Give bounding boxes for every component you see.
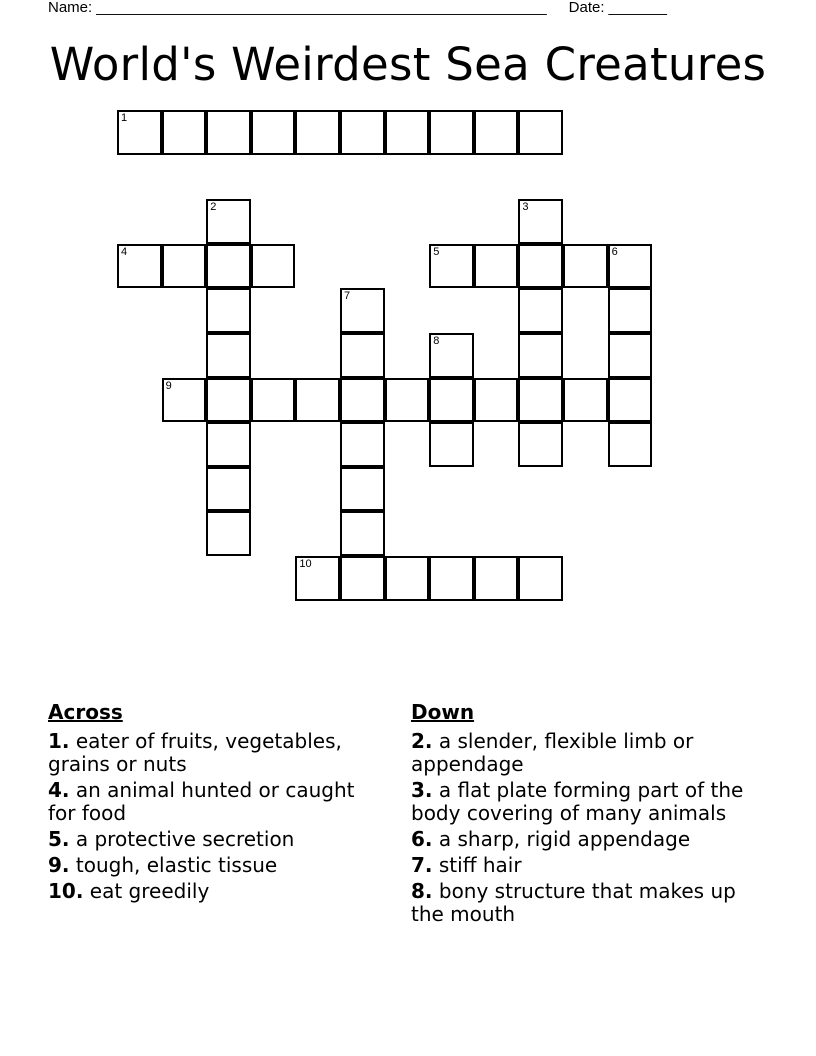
- cell-number: 9: [165, 379, 172, 392]
- clue-number: 10.: [48, 879, 84, 903]
- grid-cell[interactable]: [206, 422, 251, 467]
- grid-cell[interactable]: [251, 244, 296, 289]
- clue-across-9: [48, 854, 388, 877]
- clue-text: a protective secretion: [75, 827, 295, 851]
- clue-down-2: [411, 730, 751, 776]
- clue-across-4: [48, 779, 388, 825]
- grid-cell[interactable]: [518, 244, 563, 289]
- grid-cell[interactable]: [429, 244, 474, 289]
- grid-cell[interactable]: [608, 288, 653, 333]
- grid-cell[interactable]: [385, 556, 430, 601]
- clue-down-7: [411, 854, 751, 877]
- cell-number: 4: [121, 245, 128, 258]
- grid-cell[interactable]: [162, 244, 207, 289]
- clue-across-1: [48, 730, 388, 776]
- clue-number: 1.: [48, 729, 70, 753]
- grid-cell[interactable]: [117, 244, 162, 289]
- clue-down-3: [411, 779, 751, 825]
- page-title: World's Weirdest Sea Creatures: [49, 38, 767, 91]
- clue-number: 4.: [48, 778, 70, 802]
- grid-cell[interactable]: [206, 110, 251, 155]
- grid-cell[interactable]: [608, 422, 653, 467]
- date-blank[interactable]: _______: [608, 0, 667, 16]
- grid-cell[interactable]: [429, 110, 474, 155]
- cell-number: 3: [522, 201, 529, 214]
- clue-number: 5.: [48, 827, 70, 851]
- grid-cell[interactable]: [117, 110, 162, 155]
- clue-across-5: [48, 828, 388, 851]
- date-label: Date:: [568, 0, 605, 16]
- grid-cell[interactable]: [385, 378, 430, 423]
- grid-cell[interactable]: [340, 333, 385, 378]
- grid-cell[interactable]: [295, 110, 340, 155]
- grid-cell[interactable]: [206, 511, 251, 556]
- grid-cell[interactable]: [563, 244, 608, 289]
- grid-cell[interactable]: [251, 110, 296, 155]
- grid-cell[interactable]: [608, 378, 653, 423]
- clue-number: 6.: [411, 827, 433, 851]
- grid-cell[interactable]: [518, 422, 563, 467]
- grid-cell[interactable]: [206, 244, 251, 289]
- clue-text: an animal hunted or caught for food: [48, 778, 355, 825]
- grid-cell[interactable]: [518, 556, 563, 601]
- grid-cell[interactable]: [518, 199, 563, 244]
- clue-text: tough, elastic tissue: [75, 853, 278, 877]
- clue-across-10: [48, 880, 388, 903]
- grid-cell[interactable]: [340, 511, 385, 556]
- grid-cell[interactable]: [340, 378, 385, 423]
- grid-cell[interactable]: [206, 288, 251, 333]
- down-clues: [411, 701, 751, 929]
- grid-cell[interactable]: [206, 467, 251, 512]
- cell-number: 2: [210, 201, 217, 214]
- clue-text: eater of fruits, vegetables, grains or nuts: [48, 729, 342, 776]
- clue-down-8: [411, 880, 751, 926]
- grid-cell[interactable]: [162, 110, 207, 155]
- grid-cell[interactable]: [474, 378, 519, 423]
- grid-cell[interactable]: [295, 556, 340, 601]
- grid-cell[interactable]: [474, 244, 519, 289]
- down-heading: Down: [411, 700, 475, 724]
- cell-number: 1: [121, 112, 128, 124]
- grid-cell[interactable]: [206, 333, 251, 378]
- grid-cell[interactable]: [206, 199, 251, 244]
- grid-cell[interactable]: [162, 378, 207, 423]
- clue-number: 9.: [48, 853, 70, 877]
- grid-cell[interactable]: [340, 110, 385, 155]
- across-clues: [48, 701, 388, 906]
- name-blank[interactable]: ______________________________________________________: [96, 0, 547, 16]
- clue-text: a slender, flexible limb or appendage: [411, 729, 694, 776]
- grid-cell[interactable]: [429, 556, 474, 601]
- clue-text: bony structure that makes up the mouth: [411, 879, 736, 926]
- grid-cell[interactable]: [518, 110, 563, 155]
- clue-text: eat greedily: [89, 879, 210, 903]
- clue-number: 3.: [411, 778, 433, 802]
- grid-cell[interactable]: [474, 556, 519, 601]
- grid-cell[interactable]: [295, 378, 340, 423]
- clue-text: stiff hair: [438, 853, 522, 877]
- grid-cell[interactable]: [206, 378, 251, 423]
- grid-cell[interactable]: [429, 378, 474, 423]
- grid-cell[interactable]: [340, 288, 385, 333]
- cell-number: 6: [611, 245, 618, 258]
- cell-number: 5: [433, 245, 440, 258]
- grid-cell[interactable]: [474, 110, 519, 155]
- clue-text: a sharp, rigid appendage: [438, 827, 691, 851]
- grid-cell[interactable]: [608, 333, 653, 378]
- crossword-grid: [117, 110, 657, 605]
- grid-cell[interactable]: [340, 467, 385, 512]
- grid-cell[interactable]: [429, 422, 474, 467]
- across-heading: Across: [48, 700, 123, 724]
- cell-number: 8: [433, 335, 440, 347]
- grid-cell[interactable]: [518, 333, 563, 378]
- name-date-line: [48, 0, 667, 18]
- clue-number: 8.: [411, 879, 433, 903]
- grid-cell[interactable]: [429, 333, 474, 378]
- grid-cell[interactable]: [340, 556, 385, 601]
- clue-number: 7.: [411, 853, 433, 877]
- grid-cell[interactable]: [251, 378, 296, 423]
- name-label: Name:: [48, 0, 93, 16]
- grid-cell[interactable]: [385, 110, 430, 155]
- grid-cell[interactable]: [518, 288, 563, 333]
- grid-cell[interactable]: [518, 378, 563, 423]
- grid-cell[interactable]: [340, 422, 385, 467]
- cell-number: 10: [299, 558, 312, 570]
- clue-number: 2.: [411, 729, 433, 753]
- clue-down-6: [411, 828, 751, 851]
- clue-text: a flat plate forming part of the body covering of many animals: [411, 778, 744, 825]
- grid-cell[interactable]: [563, 378, 608, 423]
- grid-cell[interactable]: [608, 244, 653, 289]
- cell-number: 7: [344, 290, 351, 303]
